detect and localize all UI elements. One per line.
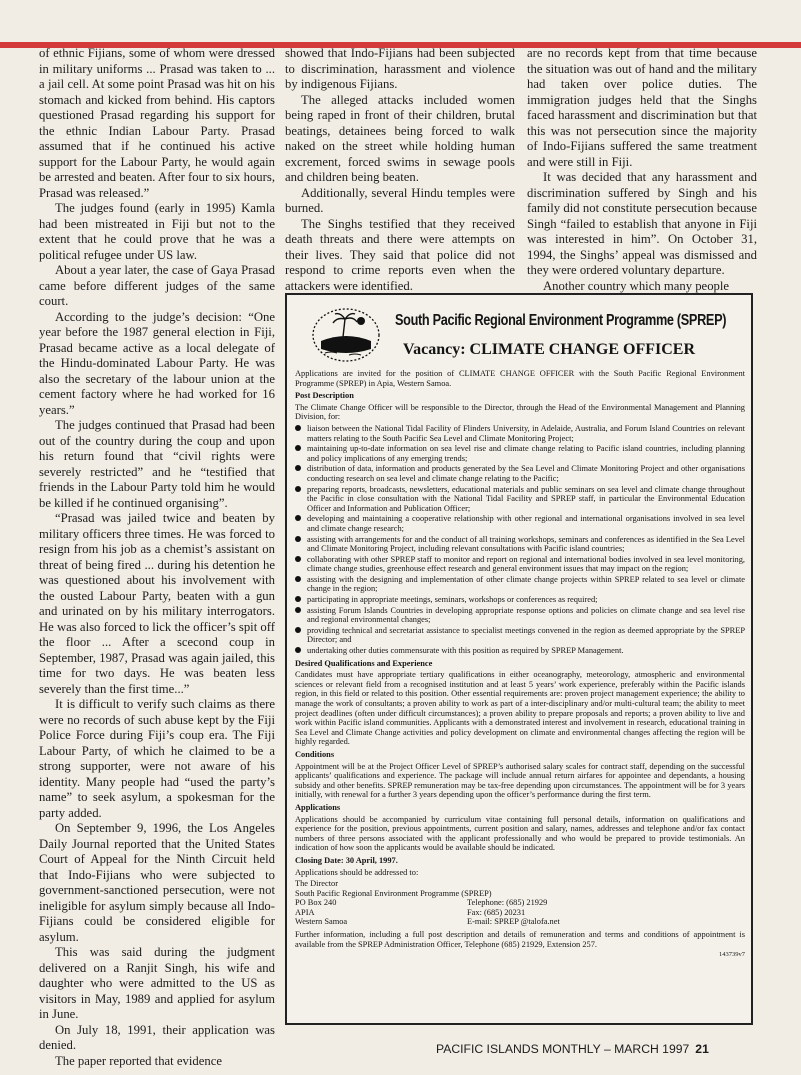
duty-item — [295, 485, 745, 514]
duty-text: providing technical and secretariat assistance to specialist meetings convened in the region as deemed appropriate by the SPREP Director; and — [307, 625, 745, 645]
paragraph: The alleged attacks included women being raped in front of their children, brutal beatings, detainees being forced to walk naked on the street while holding human excrement, forced swims in sewage pools and children being beaten. — [285, 92, 515, 184]
conditions-text: Appointment will be at the Project Officer Level of SPREP’s authorised salary scales for contract staff, depending on the successful applicants’ qualifications and experience. The package will include annual return airfares for appointee and dependants, a housing subsidy and other benefits. SPREP remuneration may be tax-free depending upon circumstances. The appointment will be for 3 years initially, with renewal for a further 3 years depending upon the officer’s performance during the first term. — [295, 761, 745, 800]
duty-item — [295, 606, 745, 625]
paragraph: This was said during the judgment delivered on a Ranjit Singh, his wife and daughter who were admitted to the US as visitors in May, 1989 and applied for asylum in June. — [39, 945, 275, 1021]
postal-address — [295, 879, 492, 927]
duty-item — [295, 575, 745, 594]
contact-line: Telephone: (685) 21929 — [467, 898, 548, 908]
duty-item — [295, 444, 745, 463]
page-number: 21 — [695, 1042, 709, 1056]
paragraph: Another country which many people — [543, 278, 730, 293]
duty-text: preparing reports, broadcasts, newsletters, educational materials and public seminars on sea level and climate change throughout the Pacific in close consultation with the National Tidal Facility and SPREP staff, in particular the Environmental Education Officer and Information and Publication Officer; — [307, 484, 745, 513]
applications-heading: Applications — [295, 802, 341, 812]
article-column-1 — [39, 46, 275, 1069]
paragraph: On July 18, 1991, their application was denied. — [39, 1022, 275, 1052]
job-advertisement-box — [285, 293, 753, 1025]
qualifications-text: Candidates must have appropriate tertiary qualifications in either oceanography, meteorology, atmospheric and environmental sciences or relevant field from a recognised institution and at least 5 years’ work experience, preferably within the Pacific islands region, in this field or related to this position. Other essential requirements are: proven project management experience; the ability to manage the work of consultants; a proven ability to work as part of a inter-disciplinary and/or multi-cultural team; the ability to meet project deadlines (often under difficult circumstances); a proven ability to prepare proposals and reports; a proven ability to live and work within Pacific island communities. Applicants with a demonstrated interest and involvement in research, educational training in Sea Level and Climate Change activities and policy development on climate and environmental changes affecting the region will be highly regarded. — [295, 670, 745, 747]
contact-line: E-mail: SPREP @talofa.net — [467, 917, 560, 927]
address-line: Western Samoa — [295, 917, 348, 927]
duty-text: undertaking other duties commensurate with this position as required by SPREP Management. — [307, 646, 624, 656]
ad-organisation-title: South Pacific Regional Environment Programme (SPREP) — [395, 312, 727, 329]
duties-list — [295, 424, 745, 656]
paragraph: About a year later, the case of Gaya Prasad came before different judges of the same court. — [39, 263, 275, 308]
duty-item — [295, 626, 745, 645]
bullet-icon — [295, 556, 301, 562]
duty-text: participating in appropriate meetings, seminars, workshops or conferences as required; — [307, 595, 598, 605]
duty-item — [295, 646, 745, 656]
duty-item — [295, 535, 745, 554]
address-intro: Applications should be addressed to: — [295, 867, 419, 877]
ad-vacancy-title: Vacancy: CLIMATE CHANGE OFFICER — [403, 341, 696, 358]
bullet-icon — [295, 607, 301, 613]
ad-intro: Applications are invited for the position of CLIMATE CHANGE OFFICER with the South Pacific Regional Environment Programme (SPREP) in Apia, Western Samoa. — [295, 369, 745, 388]
duty-text: maintaining up-to-date information on sea level rise and climate change relating to Pacific island countries, including planning and policy implications of any emerging trends; — [307, 444, 745, 463]
further-info: Further information, including a full post description and details of remuneration and terms and conditions of appointment is available from the SPREP Administration Officer, Telephone (685) 21929, Extension 257. — [295, 930, 745, 949]
contact-line: Fax: (685) 20231 — [467, 907, 526, 917]
paragraph: The judges continued that Prasad had been out of the country during the coup and upon his return found that “civil rights were severely restricted” and he “testified that friends in the Labour Party told him he would be killed if he continued organising”. — [39, 418, 275, 510]
bullet-icon — [295, 536, 301, 542]
closing-date: Closing Date: 30 April, 1997. — [295, 855, 398, 865]
paragraph: The paper reported that evidence — [55, 1053, 222, 1068]
duty-item — [295, 514, 745, 533]
duty-item — [295, 464, 745, 483]
article-column-2 — [285, 46, 515, 310]
address-line: South Pacific Regional Environment Programme (SPREP) — [295, 888, 492, 898]
publication-line: PACIFIC ISLANDS MONTHLY – MARCH 1997 — [436, 1042, 690, 1056]
bullet-icon — [295, 425, 301, 431]
bullet-icon — [295, 627, 301, 633]
conditions-heading: Conditions — [295, 749, 335, 759]
duty-text: collaborating with other SPREP staff to monitor and report on regional and international bodies involved in sea level monitoring, climate change studies, greenhouse effect research and general environment issues that may impact on the region; — [307, 554, 745, 574]
address-line: The Director — [295, 879, 339, 889]
applications-text: Applications should be accompanied by curriculum vitae containing full personal details, information on qualifications and experience for the position, previous appointments, current position and salary, names, addresses and telephone and/or fax contact numbers of three persons associated with the applicant professionally and who would be prepared to provide testimonials. An indication of how soon the applicants would be available should be indicated. — [295, 814, 745, 853]
ad-reference: 143739v7 — [719, 951, 745, 959]
bullet-icon — [295, 465, 301, 471]
paragraph: Additionally, several Hindu temples were burned. — [285, 185, 515, 215]
duty-text: developing and maintaining a cooperative relationship with other regional and international organisations involved in sea level and climate change research; — [307, 514, 745, 533]
paragraph: are no records kept from that time because the situation was out of hand and the military had taken over police duties. The immigration judges held that the Singhs faced harassment and discrimination but that this was not persecution since the majority of Indo-Fijians suffered the same treatment and were still in Fiji. — [527, 46, 757, 169]
ad-header — [295, 295, 745, 369]
paragraph: According to the judge’s decision: “One year before the 1987 general election in Fiji, Prasad became active as a local delegate of the Hindu-dominated Labour Party. He was also the secretary of the labour union at the cement factory where he had worked for 16 years.” — [39, 309, 275, 417]
duty-item — [295, 555, 745, 574]
page-footer — [436, 1042, 756, 1056]
duty-text: distribution of data, information and products generated by the Sea Level and Climate Monitoring Project and other organisations conducting research on sea level and climate change relating to the Pacific; — [307, 464, 745, 483]
bullet-icon — [295, 596, 301, 602]
sprep-logo-icon — [309, 305, 383, 363]
duty-item — [295, 595, 745, 605]
bullet-icon — [295, 515, 301, 521]
bullet-icon — [295, 486, 301, 492]
address-line: APIA — [295, 907, 315, 917]
duty-text: assisting Forum Islands Countries in developing appropriate response options and policies on climate change and sea level rise and regional environmental changes; — [307, 605, 745, 625]
duty-text: liaison between the National Tidal Facility of Flinders University, in Adelaide, Australia, and Forum Island Countries on relevant matters relating to the South Pacific Sea Level and Climate Monitoring Project; — [307, 423, 745, 443]
article-column-3 — [527, 46, 757, 294]
paragraph: It is difficult to verify such claims as there were no records of such abuse kept by the Fiji Police Force during Fiji’s coup era. The Fiji Labour Party, of which he claimed to be a strong supporter, were not aware of his identity. Many people had “used the party’s name” to seek asylum, a spokesman for the party added. — [39, 697, 275, 820]
paragraph: The judges found (early in 1995) Kamla had been mistreated in Fiji but not to the extent that he could prove that he was a political refugee under US law. — [39, 201, 275, 262]
duty-text: assisting with the designing and implementation of other climate change projects within SPREP related to sea level or climate change in the region; — [307, 574, 745, 594]
paragraph: of ethnic Fijians, some of whom were dressed in military uniforms ... Prasad was taken to ... a jail cell. At some point Prasad was hit on his stomach and kicked from behind. His captors questioned Prasad regarding his support for the ethnic Indian Labour Party. Prasad assumed that if he continued his active support for the Labour Party, he would again be arrested and beaten. After four to six hours, Prasad was released.” — [39, 46, 275, 200]
duty-text: assisting with arrangements for and the conduct of all training workshops, seminars and conferences as identified in the Sea Level and Climate Monitoring Project, including relevant consultations with Pacific island countries; — [307, 534, 745, 554]
paragraph: “Prasad was jailed twice and beaten by military officers three times. He was forced to resign from his job as a chemist’s assistant on threat of being fired ... during his detention he was questioned about his involvement with the ousted Labour Party, beaten with a gun and urinated on by his military interrogators. He was also forced to lick the officer’s spit off the floor ... After a scecond coup in September, 1987, Prasad was again jailed, this time for two days. He was beaten less severely than the first time...” — [39, 511, 275, 696]
duty-item — [295, 424, 745, 443]
address-block — [295, 879, 745, 927]
post-intro: The Climate Change Officer will be responsible to the Director, through the Head of the Environmental Management and Planning Division, for: — [295, 402, 745, 422]
bullet-icon — [295, 445, 301, 451]
bullet-icon — [295, 576, 301, 582]
paragraph: showed that Indo-Fijians had been subjected to discrimination, harassment and violence by indigenous Fijians. — [285, 46, 515, 91]
post-description-heading: Post Description — [295, 391, 354, 401]
qualifications-heading: Desired Qualifications and Experience — [295, 658, 433, 668]
contact-details — [467, 879, 745, 927]
paragraph: On September 9, 1996, the Los Angeles Daily Journal reported that the United States Court of Appeal for the Ninth Circuit held that Indo-Fijians who were subjected to government-sanctioned persecution, were not ineligible for asylum simply because all Indo-Fijians could be considered eligible for asylum. — [39, 821, 275, 944]
address-line: PO Box 240 — [295, 898, 337, 908]
paragraph: The Singhs testified that they received death threats and there were attempts on their lives. They said that police did not respond to crime reports even when the attackers were identified. — [285, 216, 515, 293]
paragraph: It was decided that any harassment and discrimination suffered by Singh and his family did not constitute persecution because Singh “failed to establish that anyone in Fiji was interested in him”. On October 31, 1994, the Singhs’ appeal was dismissed and they were ordered voluntary departure. — [527, 170, 757, 277]
bullet-icon — [295, 647, 301, 653]
